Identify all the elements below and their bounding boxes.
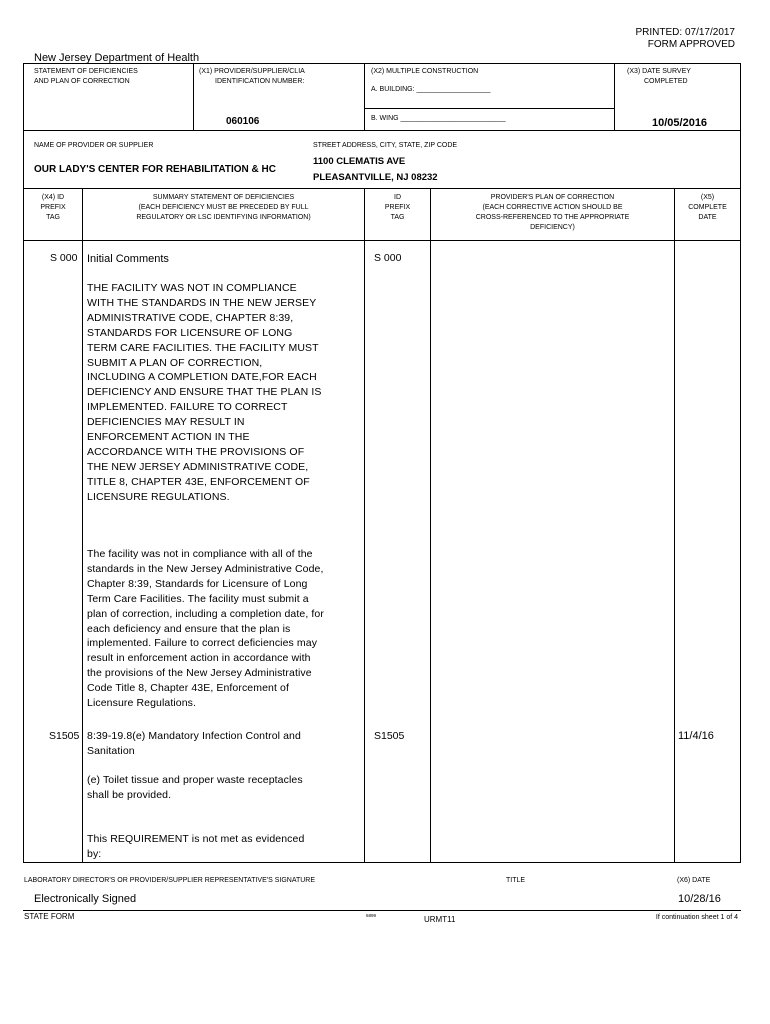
entry-title: Initial Comments bbox=[87, 253, 169, 265]
id-prefix-tag: S 000 bbox=[374, 252, 402, 264]
plan-header-line: (EACH CORRECTIVE ACTION SHOULD BE bbox=[482, 204, 623, 211]
x5-header-line: DATE bbox=[698, 214, 717, 221]
form-status: FORM APPROVED bbox=[647, 39, 735, 50]
plan-header bbox=[431, 193, 674, 233]
x1-label: (X1) PROVIDER/SUPPLIER/CLIA bbox=[199, 68, 305, 75]
divider bbox=[193, 63, 194, 130]
x6-date-label: (X6) DATE bbox=[677, 877, 711, 884]
x4-header bbox=[24, 193, 82, 223]
divider bbox=[82, 188, 83, 862]
entry-text: This REQUIREMENT is not met as evidenced by: bbox=[87, 833, 305, 860]
id-header-line: TAG bbox=[390, 214, 405, 221]
x4-header-line: TAG bbox=[46, 214, 60, 221]
state-form-label: STATE FORM bbox=[24, 912, 75, 921]
summary-header-line: (EACH DEFICIENCY MUST BE PRECEDED BY FULL bbox=[138, 204, 309, 211]
form-bottom-border bbox=[23, 862, 741, 863]
form-left-border bbox=[23, 63, 24, 862]
title-label: TITLE bbox=[506, 877, 526, 884]
prefix-tag: S 000 bbox=[50, 252, 78, 264]
x5-header bbox=[675, 193, 740, 223]
divider bbox=[364, 63, 365, 130]
x1-label: IDENTIFICATION NUMBER: bbox=[215, 78, 305, 85]
id-header-line: ID bbox=[394, 194, 401, 201]
address-line1: 1100 CLEMATIS AVE bbox=[313, 156, 406, 167]
wing-label: B. WING ___________________________ bbox=[371, 115, 506, 122]
survey-date-value: 10/05/2016 bbox=[652, 117, 708, 129]
plan-header-line: DEFICIENCY) bbox=[530, 224, 575, 231]
summary-header-line: SUMMARY STATEMENT OF DEFICIENCIES bbox=[152, 194, 295, 201]
form-right-border bbox=[740, 63, 741, 862]
id-prefix-tag: S1505 bbox=[374, 730, 405, 742]
provider-bottom-border bbox=[23, 188, 741, 189]
divider bbox=[364, 188, 365, 862]
column-header-bottom-border bbox=[23, 240, 741, 241]
continuation-sheet: If continuation sheet 1 of 4 bbox=[655, 914, 738, 921]
provider-name-value: OUR LADY'S CENTER FOR REHABILITATION & HC bbox=[34, 164, 277, 175]
top-box-bottom-border bbox=[23, 130, 741, 131]
summary-header bbox=[83, 193, 364, 223]
entry-title: 8:39-19.8(e) Mandatory Infection Control and Sanitation bbox=[87, 730, 301, 757]
divider bbox=[674, 188, 675, 862]
plan-header-line: CROSS-REFERENCED TO THE APPROPRIATE bbox=[475, 214, 630, 221]
x3-label: COMPLETED bbox=[644, 78, 688, 85]
building-label: A. BUILDING: ___________________ bbox=[371, 86, 491, 93]
agency-name: New Jersey Department of Health bbox=[34, 52, 200, 64]
plan-header-line: PROVIDER'S PLAN OF CORRECTION bbox=[490, 194, 615, 201]
printed-date: PRINTED: 07/17/2017 bbox=[635, 27, 735, 38]
x5-header-line: (X5) bbox=[700, 194, 715, 201]
x3-label: (X3) DATE SURVEY bbox=[627, 68, 691, 75]
x4-header-line: (X4) ID bbox=[41, 194, 65, 201]
urmt-code: URMT11 bbox=[424, 915, 456, 924]
address-line2: PLEASANTVILLE, NJ 08232 bbox=[313, 172, 438, 183]
divider bbox=[364, 108, 614, 109]
x2-label: (X2) MULTIPLE CONSTRUCTION bbox=[371, 68, 479, 75]
prefix-tag: S1505 bbox=[49, 730, 80, 742]
divider bbox=[430, 188, 431, 862]
statement-label: AND PLAN OF CORRECTION bbox=[34, 78, 130, 85]
entry-text: (e) Toilet tissue and proper waste receptacles shall be provided. bbox=[87, 774, 303, 801]
signature-value: Electronically Signed bbox=[34, 893, 137, 905]
signature-label: LABORATORY DIRECTOR'S OR PROVIDER/SUPPLIER REPRESENTATIVE'S SIGNATURE bbox=[24, 877, 316, 884]
footer-bottom-border bbox=[23, 910, 741, 911]
statement-label: STATEMENT OF DEFICIENCIES bbox=[34, 68, 138, 75]
entry-text-uppercase: THE FACILITY WAS NOT IN COMPLIANCE WITH THE STANDARDS IN THE NEW JERSEY ADMINISTRATIVE CODE, CHAPTER 8:39, STANDARDS FOR LICENSURE OF LONG TERM CARE FACILITIES. THE FACILITY MUST SUBMIT A PLAN OF CORRECTION, INCLUDING A COMPLETION DATE,FOR EACH DEFICIENCY AND ENSURE THAT THE PLAN IS IMPLEMENTED. FAILURE TO CORRECT DEFICIENCIES MAY RESULT IN ENFORCEMENT ACTION IN THE ACCORDANCE WITH THE PROVISIONS OF THE NEW JERSEY ADMINISTRATIVE CODE, TITLE 8, CHAPTER 43E, ENFORCEMENT OF LICENSURE REGULATIONS. bbox=[87, 282, 322, 503]
x4-header-line: PREFIX bbox=[40, 204, 66, 211]
form-code: 6899 bbox=[366, 913, 377, 918]
address-label: STREET ADDRESS, CITY, STATE, ZIP CODE bbox=[313, 142, 458, 149]
divider bbox=[614, 63, 615, 130]
form-top-border bbox=[23, 63, 741, 64]
signature-date-value: 10/28/16 bbox=[678, 893, 721, 905]
summary-header-line: REGULATORY OR LSC IDENTIFYING INFORMATION) bbox=[136, 214, 311, 221]
entry-text: The facility was not in compliance with all of the standards in the New Jersey Administrative Code, Chapter 8:39, Standards for Licensure of Long Term Care Facilities. The facility must submit a plan of correction, including a completion date, for each deficiency and ensure that the plan is implemented. Failure to correct deficiencies may result in enforcement action in accordance with the provisions of the New Jersey Administrative Code Title 8, Chapter 43E, Enforcement of Licensure Regulations. bbox=[87, 548, 324, 710]
provider-name-label: NAME OF PROVIDER OR SUPPLIER bbox=[34, 142, 154, 149]
completion-date: 11/4/16 bbox=[678, 730, 714, 742]
id-header-line: PREFIX bbox=[384, 204, 411, 211]
id-header bbox=[365, 193, 430, 223]
x5-header-line: COMPLETE bbox=[688, 204, 727, 211]
provider-id-value: 060106 bbox=[226, 116, 260, 127]
